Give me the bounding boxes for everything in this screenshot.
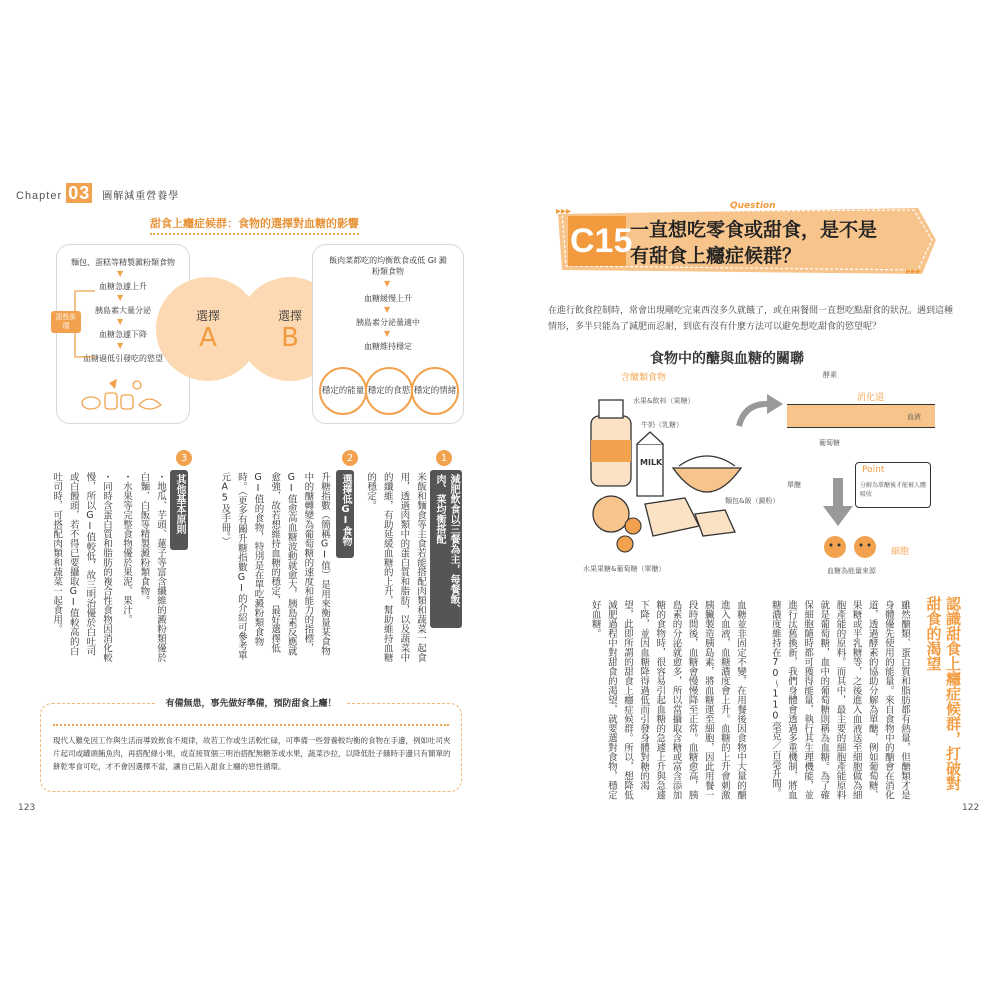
item-fruit-sub: 果糖&葡萄糖（單醣） <box>597 565 666 573</box>
item-drink-sub: （果糖） <box>666 397 695 405</box>
chapter-title: 圖解減重營養學 <box>102 191 180 202</box>
figure-title: 食物中的醣與血糖的關聯 <box>650 351 804 367</box>
principle-3-bullet: ・水果等完整食物優於果泥、果汁。 <box>121 472 132 624</box>
result-stable-mood: 穩定的情緒 <box>411 367 459 415</box>
section-title: 甜食上癮症候群：食物的選擇對血糖的影響 <box>150 215 359 235</box>
result-stable-energy: 穩定的能量 <box>319 367 367 415</box>
bullet-text: 地瓜、芋頭、蓮子等富含纖維的澱粉類優於白麵、白飯等精製澱粉類食物。 <box>138 472 166 662</box>
flow-a-line: 胰島素大量分泌 <box>95 306 151 315</box>
point-box <box>855 462 931 508</box>
item-bread-sub: （澱粉） <box>751 497 780 505</box>
banner-arrows-icon: ▸▸▸ <box>906 266 922 277</box>
point-text: 分解為單醣後才能被人體吸收 <box>860 482 927 498</box>
tip-box <box>40 699 462 792</box>
monosaccharide-label: 單醣 <box>787 481 801 489</box>
figure <box>575 368 935 586</box>
item-bread-name: 麵包&飯 <box>725 497 752 505</box>
question-label: Question <box>730 201 776 211</box>
principle-2-body: 升糖指數（簡稱GI值）是用來衡量某食物中的醣轉變為葡萄糖的速度和能力的指標，GI值愈高血糖波動就愈大，胰島素反應就愈強，故若想維持血糖的穩定，最好選擇低GI值的食物，特別是在單吃澱粉類食物時。（更多有關升糖指數GI的介紹可參考單元A5及手冊。） <box>219 472 330 661</box>
cell-label: 細胞 <box>891 547 910 557</box>
tip-title <box>41 696 461 709</box>
loop-arrow-icon <box>67 285 97 363</box>
bullet-text: 水果等完整食物優於果泥、果汁。 <box>121 481 132 624</box>
tip-divider <box>53 724 449 726</box>
item-fruit <box>583 564 665 574</box>
cell-energy-label: 血糖為能量來源 <box>827 567 876 575</box>
intro-paragraph: 在進行飲食控制時，常會出現剛吃完東西沒多久就餓了，或在兩餐間一直想吃點甜食的狀況。遇到這種情形，多半只能為了減肥而忍耐，到底有沒有什麼方法可以避免想吃甜食的慾望呢？ <box>548 306 954 332</box>
item-milk-name: 牛奶 <box>641 421 655 429</box>
flow-a-line: 麵包、蛋糕等精製澱粉類食物 <box>71 258 175 267</box>
principle-2 <box>200 450 366 680</box>
blood-label: 血液 <box>907 413 921 421</box>
arrow-down-icon: ▼ <box>117 317 124 326</box>
milk-text: MILK <box>640 458 663 467</box>
tip-body: 現代人難免因工作與生活而導致飲食不規律，故若工作或生活較忙碌，可準備一些營養較均衡的食物在手邊，例如吐司夾片起司或罐頭鮪魚肉，再搭配條小果，或直接買個三明治搭配無糖茶或水果，蔬菜沙拉，以降低肚子餓時手邊只有簡單的餅乾零食可吃，才不會因選擇不當，讓自己陷入甜食上癮的惡性循環。 <box>53 736 451 771</box>
tip-title-text: 有備無患，事先做好準備，預防甜食上癮！ <box>157 699 344 709</box>
digest-label: 消化道 <box>857 393 885 403</box>
question-title-line1: 一直想吃零食或甜食，是不是 <box>630 219 878 241</box>
question-title-line2: 有甜食上癮症候群？ <box>630 245 802 267</box>
body-heading: 認識甜食上癮症候群，打破對甜食的渴望 <box>924 596 962 791</box>
arrow-down-icon: ▼ <box>117 269 124 278</box>
item-bread-rice <box>725 496 779 506</box>
banner-arrows-icon: ▸▸▸ <box>556 206 572 217</box>
flow-a-line: 血糖急遽下降 <box>99 330 147 339</box>
principle-3 <box>28 450 198 680</box>
arrow-down-icon: ▼ <box>117 293 124 302</box>
page-number-right: 122 <box>962 803 980 813</box>
item-drink-name: 水果&飲料 <box>633 397 667 405</box>
glucose-label: 葡萄糖 <box>819 439 840 447</box>
arrow-down-icon: ▼ <box>384 329 391 338</box>
choice-b-label: 選擇 <box>277 308 302 323</box>
curved-arrow-icon <box>735 392 785 432</box>
principle-2-number: 2 <box>342 450 358 466</box>
point-title: Point <box>862 465 885 475</box>
flow-b-line: 血糖維持穩定 <box>364 342 412 351</box>
principle-2-heading: 選擇低GI食物 <box>336 470 354 558</box>
item-milk <box>641 420 683 430</box>
principle-3-number: 3 <box>176 450 192 466</box>
question-title <box>630 217 877 269</box>
arrow-down-icon: ▼ <box>384 305 391 314</box>
flow-b-line: 血糖緩慢上升 <box>364 294 412 303</box>
question-code: C15 <box>570 222 633 260</box>
choice-a-label: 選擇 <box>195 308 220 323</box>
flow-b-line: 胰島素分泌量適中 <box>356 318 420 327</box>
bullet-text: 同時含蛋白質和脂肪的複合性食物因消化較慢，所以GI值較低，故三明治優於白吐司或白饅頭，若不得已要攝取GI值較高的白吐司時，可搭配肉類和蔬菜一起食用。 <box>51 472 112 662</box>
principle-1-body: 米飯和麵食等主食若能搭配肉類和蔬菜一起食用，透過肉類中的蛋白質和脂肪，以及蔬菜中的纖維，有助延緩血糖的上升，幫助維持血糖的穩定。 <box>365 472 426 662</box>
flow-a-line: 血糖急遽上升 <box>99 282 147 291</box>
body-paragraph-2: 血糖並非固定不變，在用餐後因食物中大量的醣進入血液，血糖濃度會上升。血糖的上升會刺激胰臟製造胰島素，將血糖運至細胞，因此用餐一段時間後，血糖會慢慢降至正常。血糖愈高，胰島素的分泌就愈多，所以當攝取含糖或富含添加糖的食物時，很容易引起血糖的急遽上升與急遽下降，並因血糖降得過低而引發身體對糖的渴望，此即所謂的甜食上癮症候群。所以，想降低減肥過程中對甜食的渴望，就要選對食物，穩定好血糖。 <box>589 600 746 800</box>
flow-b-line: 飯肉菜都吃的均衡飲食或低 GI 澱粉類食物 <box>329 256 447 276</box>
result-stable-appetite: 穩定的食慾 <box>365 367 413 415</box>
choice-b-letter: B <box>281 322 299 353</box>
principle-1 <box>365 450 462 680</box>
arrow-down-icon: ▼ <box>384 279 391 288</box>
body-paragraph-1: 雖然醣類、蛋白質和脂肪都有熱量，但醣類才是身體優先使用的能量。來自食物中的醣會在消化道，透過酵素的協助分解為單醣，例如葡萄糖、果糖或半乳糖等，之後進入血液送至細胞做為細胞產能的原料。而其中，最主要的細胞產能原料就是葡萄糖，血中的葡萄糖則稱為血糖。為了確保細胞隨時都可獲得能量，執行其生理機能，並進行汰舊換新，我們身體會透過多重機制，將血糖濃度維持在70～110毫克／百毫升間。 <box>769 600 910 800</box>
principle-1-heading: 減肥飲食以三餐為主，每餐飯、肉、菜均衡搭配 <box>430 470 462 628</box>
item-milk-sub: （乳糖） <box>655 421 683 429</box>
enzyme-label: 酵素 <box>823 371 837 379</box>
item-fruit-name: 水果 <box>583 565 597 573</box>
cells-illustration <box>821 532 901 562</box>
chapter-number: 03 <box>68 183 91 203</box>
principle-3-bullet: ・同時含蛋白質和脂肪的複合性食物因消化較慢，所以GI值較低，故三明治優於白吐司或白饅頭，若不得已要攝取GI值較高的白吐司時，可搭配肉類和蔬菜一起食用。 <box>51 472 112 662</box>
food-icons <box>79 377 171 415</box>
flow-a-line: 血糖過低引發吃的慾望 <box>83 354 163 363</box>
principle-1-number: 1 <box>436 450 452 466</box>
down-arrow-icon <box>823 478 853 528</box>
page-number-left: 123 <box>18 803 36 813</box>
arrow-down-icon: ▼ <box>117 341 124 350</box>
chapter-header <box>16 183 179 204</box>
principle-3-heading: 其他基本原則 <box>170 470 188 550</box>
item-drink <box>633 396 694 406</box>
choice-a-letter: A <box>199 322 217 353</box>
food-label: 含醣類食物 <box>621 373 667 383</box>
vicious-cycle-tag: 惡性循環 <box>51 311 81 333</box>
chapter-word: Chapter <box>16 190 63 202</box>
principle-3-bullet: ・地瓜、芋頭、蓮子等富含纖維的澱粉類優於白麵、白飯等精製澱粉類食物。 <box>138 472 166 662</box>
flow-b-box <box>312 244 464 424</box>
